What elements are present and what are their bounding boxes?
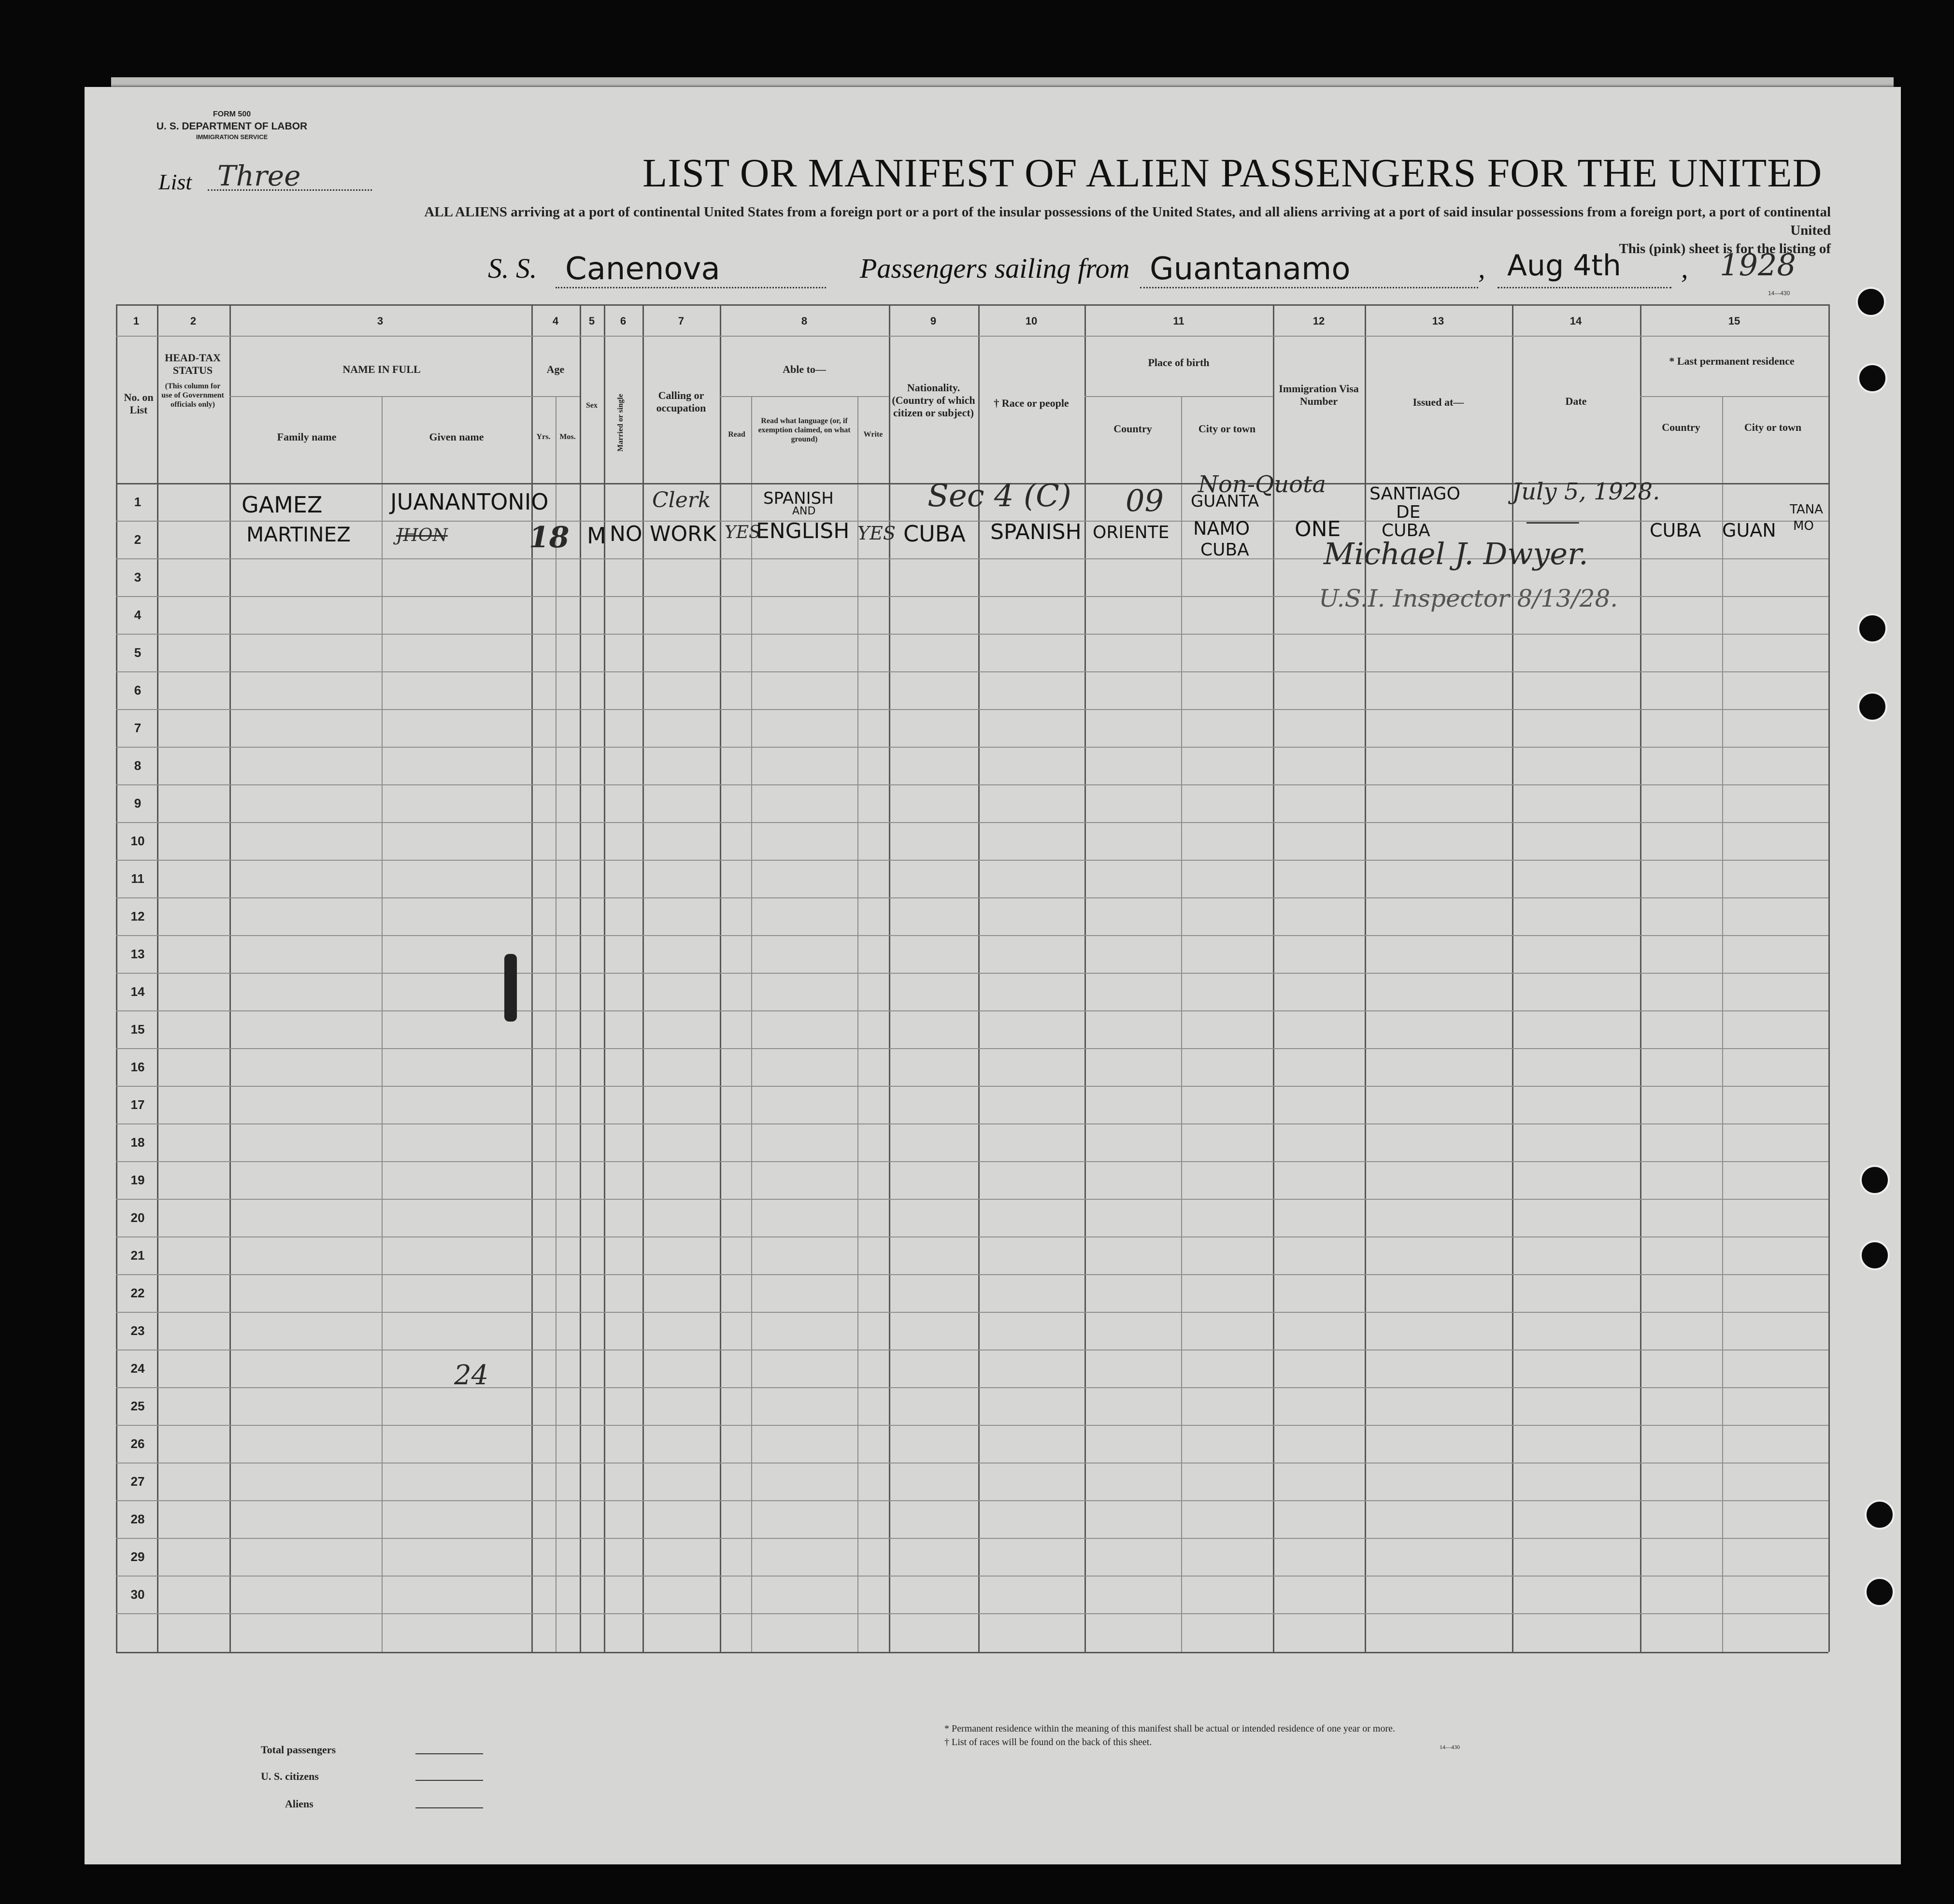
- grid-row-line: [116, 860, 1828, 861]
- col-married: Married or single: [616, 394, 625, 452]
- row-number: 19: [130, 1173, 145, 1187]
- row-number: 24: [130, 1361, 145, 1376]
- entry-sex: M: [587, 523, 606, 549]
- page-title: LIST OR MANIFEST OF ALIEN PASSENGERS FOR THE UNITED: [642, 151, 1823, 196]
- footnote-races: † List of races will be found on the back of this sheet.: [944, 1737, 1152, 1748]
- col-read: Read: [728, 430, 745, 439]
- grid-row-line: [116, 1425, 1828, 1426]
- grid-row-line: [116, 1312, 1828, 1313]
- grid-column-line: [1640, 304, 1641, 1652]
- us-citizens-line: [415, 1780, 483, 1781]
- row-number: 25: [130, 1399, 145, 1413]
- grid-row-line: [116, 1387, 1828, 1388]
- row-number: 10: [130, 834, 145, 848]
- row-number: 26: [130, 1436, 145, 1451]
- manifest-sheet: [85, 87, 1901, 1864]
- inspector-title: U.S.I. Inspector 8/13/28.: [1319, 584, 1618, 612]
- grid-subcolumn-line: [1722, 396, 1723, 1652]
- grid-subcolumn-line: [857, 396, 858, 1652]
- row-number: 27: [130, 1474, 145, 1489]
- entry-language-1: SPANISH: [763, 489, 834, 508]
- entry-race: SPANISH: [990, 520, 1082, 544]
- col-res-country: Country: [1662, 421, 1700, 433]
- grid-row-line: [116, 1274, 1828, 1275]
- row-number: 2: [134, 532, 142, 547]
- entry-visa-number: ONE: [1295, 517, 1341, 541]
- col-name-in-full: NAME IN FULL: [342, 363, 421, 375]
- column-number: 11: [1173, 315, 1184, 327]
- row-number: 18: [130, 1135, 145, 1150]
- row-number: 1: [134, 495, 142, 509]
- grid-column-line: [229, 304, 231, 1652]
- col-date: Date: [1565, 395, 1587, 407]
- service-name: IMMIGRATION SERVICE: [196, 133, 268, 141]
- entry-birth-city-2: NAMO: [1193, 518, 1250, 539]
- column-number: 5: [588, 315, 595, 327]
- column-number: 1: [133, 315, 140, 327]
- row-number: 8: [134, 758, 142, 773]
- grid-group-divider: [1084, 396, 1273, 397]
- row-number: 17: [130, 1097, 145, 1112]
- col-head-tax-note: (This column for use of Government officials only): [161, 382, 224, 409]
- entry-visa-note: Non-Quota: [1198, 471, 1326, 498]
- subtitle-line-2: This (pink) sheet is for the listing of: [1619, 241, 1831, 256]
- grid-column-line: [580, 304, 581, 1652]
- entry-res-city-2: TANA: [1790, 502, 1823, 517]
- entry-birth-city-3: CUBA: [1200, 540, 1249, 560]
- entry-given-name-1: JUANANTONIO: [390, 489, 549, 515]
- col-family-name: Family name: [277, 431, 337, 443]
- col-mos: Mos.: [559, 433, 576, 441]
- ship-name: Canenova: [565, 251, 720, 287]
- grid-row-line: [116, 822, 1828, 823]
- punch-hole: [1865, 1577, 1895, 1607]
- grid-row-line: [116, 1199, 1828, 1200]
- column-number: 13: [1432, 315, 1444, 327]
- punch-hole: [1860, 1165, 1890, 1195]
- grid-row-line: [116, 1463, 1828, 1464]
- row-number: 12: [130, 909, 145, 924]
- grid-colnum-divider: [116, 336, 1828, 337]
- department-name: U. S. DEPARTMENT OF LABOR: [156, 121, 308, 132]
- sailing-port: Guantanamo: [1150, 251, 1351, 287]
- entry-date-struck: [1526, 512, 1579, 533]
- entry-issued-at-2: DE: [1396, 502, 1421, 522]
- grid-subcolumn-line: [1181, 396, 1182, 1652]
- row-number: 22: [130, 1286, 145, 1300]
- row-number: 7: [134, 721, 142, 735]
- total-passengers-line: [415, 1753, 483, 1754]
- grid-row-line: [116, 747, 1828, 748]
- row-number: 4: [134, 608, 142, 622]
- row-number: 21: [130, 1248, 145, 1263]
- row-number: 3: [134, 570, 142, 584]
- entry-issued-at-1: SANTIAGO: [1369, 484, 1460, 504]
- row-number: 9: [134, 796, 142, 810]
- footnote-residence: * Permanent residence within the meaning of this manifest shall be actual or intended residence of one year or more.: [944, 1723, 1396, 1734]
- row-number: 20: [130, 1210, 145, 1225]
- grid-row-line: [116, 709, 1828, 710]
- comma-2: ,: [1681, 253, 1688, 284]
- entry-given-name-2: JHON: [396, 526, 448, 545]
- column-number: 2: [190, 315, 197, 327]
- total-passengers-label: Total passengers: [261, 1744, 336, 1756]
- grid-row-line: [116, 1538, 1828, 1539]
- grid-row-line: [116, 784, 1828, 785]
- column-number: 7: [678, 315, 685, 327]
- grid-column-line: [889, 304, 890, 1652]
- entry-res-city-1: GUAN: [1722, 520, 1776, 541]
- col-nationality: Nationality. (Country of which citizen or subject): [892, 382, 975, 419]
- col-sex: Sex: [586, 401, 598, 410]
- form-code-bottom: 14—430: [1440, 1744, 1460, 1750]
- sailing-date: Aug 4th: [1507, 249, 1621, 283]
- col-calling: Calling or occupation: [656, 389, 706, 414]
- col-read-language: Read what language (or, if exemption claimed, on what ground): [758, 417, 851, 443]
- grid-subcolumn-line: [382, 396, 383, 1652]
- grid-row-line: [116, 1010, 1828, 1011]
- port-line: [1140, 287, 1478, 288]
- grid-row-line: [116, 973, 1828, 974]
- column-number: 14: [1569, 315, 1582, 327]
- grid-column-line: [116, 304, 117, 1652]
- entry-language-2: AND: [792, 505, 816, 517]
- grid-column-line: [1828, 304, 1830, 1652]
- grid-group-divider: [229, 396, 531, 397]
- grid-row-line: [116, 671, 1828, 672]
- ship-line: [556, 287, 826, 288]
- col-given-name: Given name: [429, 431, 484, 443]
- form-code-top: 14—430: [1768, 290, 1790, 297]
- entry-age: 18: [529, 521, 570, 554]
- column-number: 8: [801, 315, 808, 327]
- grid-column-line: [1084, 304, 1086, 1652]
- grid-row-line: [116, 935, 1828, 936]
- grid-column-line: [604, 304, 605, 1652]
- row-number: 29: [130, 1549, 145, 1564]
- column-number: 3: [377, 315, 384, 327]
- grid-row-line: [116, 1048, 1828, 1049]
- grid-column-line: [157, 304, 158, 1652]
- grid-subcolumn-line: [751, 396, 752, 1652]
- col-head-tax: HEAD-TAX STATUS: [165, 352, 221, 376]
- subtitle-line-1: ALL ALIENS arriving at a port of continental United States from a foreign port or a port of the insular possessions of the United States, and all aliens arriving at a port of said insular possessions from a foreign port, a port of continental United: [424, 204, 1831, 238]
- ink-blot: [504, 954, 517, 1022]
- grid-column-line: [1273, 304, 1274, 1652]
- entry-calling-2: WORK: [650, 522, 716, 546]
- grid-row-line: [116, 1123, 1828, 1124]
- entry-res-country: CUBA: [1650, 520, 1701, 541]
- col-place-of-birth: Place of birth: [1148, 356, 1210, 369]
- row-number: 13: [130, 947, 145, 961]
- sailing-year: 1928: [1720, 247, 1796, 283]
- entry-birth-country-code: 09: [1126, 483, 1164, 518]
- grid-row-line: [116, 1236, 1828, 1237]
- row-number: 28: [130, 1512, 145, 1526]
- list-value: Three: [217, 159, 301, 192]
- row-number: 23: [130, 1323, 145, 1338]
- us-citizens-label: U. S. citizens: [261, 1770, 319, 1782]
- grid-row-line: [116, 634, 1828, 635]
- col-able-to: Able to—: [783, 363, 826, 375]
- grid-row-line: [116, 1500, 1828, 1501]
- entry-write: YES: [857, 523, 896, 544]
- list-label: List: [158, 170, 192, 194]
- column-number: 12: [1312, 315, 1325, 327]
- form-number: FORM 500: [213, 110, 251, 118]
- row-number: 11: [131, 871, 144, 886]
- row-number: 5: [134, 645, 142, 660]
- row-number: 30: [130, 1587, 145, 1602]
- entry-birth-country: ORIENTE: [1093, 523, 1170, 542]
- col-race: † Race or people: [994, 397, 1069, 409]
- col-write: Write: [863, 430, 883, 439]
- grid-header-top: [116, 304, 1828, 306]
- punch-hole: [1860, 1240, 1890, 1270]
- punch-hole: [1865, 1500, 1895, 1530]
- entry-calling-1: Clerk: [652, 488, 711, 512]
- col-res-city: City or town: [1744, 421, 1802, 433]
- aliens-label: Aliens: [285, 1798, 314, 1810]
- entry-family-name-2: MARTINEZ: [246, 523, 351, 546]
- entry-language-3: ENGLISH: [756, 519, 850, 543]
- grid-column-line: [1512, 304, 1513, 1652]
- grid-row-line: [116, 1161, 1828, 1162]
- punch-hole: [1857, 613, 1887, 643]
- entry-birth-city-1: GUANTA: [1191, 492, 1259, 511]
- entry-issued-at-3: CUBA: [1382, 521, 1430, 540]
- grid-group-divider: [1640, 396, 1828, 397]
- entry-nationality: CUBA: [903, 521, 966, 547]
- date-line: [1498, 287, 1671, 288]
- col-yrs: Yrs.: [536, 433, 551, 441]
- column-number: 6: [620, 315, 627, 327]
- comma-1: ,: [1478, 253, 1485, 284]
- col-age: Age: [546, 363, 565, 375]
- grid-column-line: [720, 304, 721, 1652]
- entry-married: NO: [610, 522, 642, 546]
- grid-group-divider: [531, 396, 580, 397]
- grid-row-line: [116, 1086, 1828, 1087]
- grid-column-line: [1365, 304, 1366, 1652]
- grid-column-line: [642, 304, 644, 1652]
- col-birth-city: City or town: [1198, 423, 1256, 435]
- col-birth-country: Country: [1113, 423, 1152, 435]
- grid-row-line: [116, 1613, 1828, 1614]
- punch-hole: [1857, 692, 1887, 722]
- column-number: 4: [552, 315, 559, 327]
- col-visa-number: Immigration Visa Number: [1279, 383, 1359, 407]
- row-number: 16: [130, 1060, 145, 1074]
- entry-read: YES: [725, 523, 761, 542]
- grid-row-line: [116, 1576, 1828, 1577]
- entry-nationality-note: Sec 4 (C): [927, 478, 1071, 514]
- entry-family-name-1: GAMEZ: [242, 492, 323, 518]
- aliens-line: [415, 1807, 483, 1808]
- row-number: 6: [134, 683, 142, 697]
- ship-label: S. S.: [488, 253, 537, 284]
- col-issued-at: Issued at—: [1412, 396, 1464, 408]
- punch-hole: [1857, 363, 1887, 393]
- inspector-signature: Michael J. Dwyer.: [1324, 536, 1588, 571]
- margin-note-number: 24: [454, 1360, 489, 1391]
- entry-date: July 5, 1928.: [1512, 478, 1660, 505]
- grid-group-divider: [720, 396, 889, 397]
- col-no-on-list: No. on List: [124, 391, 154, 416]
- column-number: 10: [1025, 315, 1038, 327]
- grid-bottom: [116, 1652, 1828, 1653]
- row-number: 15: [130, 1022, 145, 1037]
- column-number: 9: [930, 315, 937, 327]
- entry-res-city-3: MO: [1793, 519, 1814, 533]
- col-last-residence: * Last permanent residence: [1669, 355, 1795, 367]
- punch-hole: [1856, 287, 1886, 317]
- row-number: 14: [130, 984, 145, 999]
- grid-row-line: [116, 897, 1828, 898]
- sailing-label: Passengers sailing from: [860, 253, 1130, 284]
- column-number: 15: [1728, 315, 1740, 327]
